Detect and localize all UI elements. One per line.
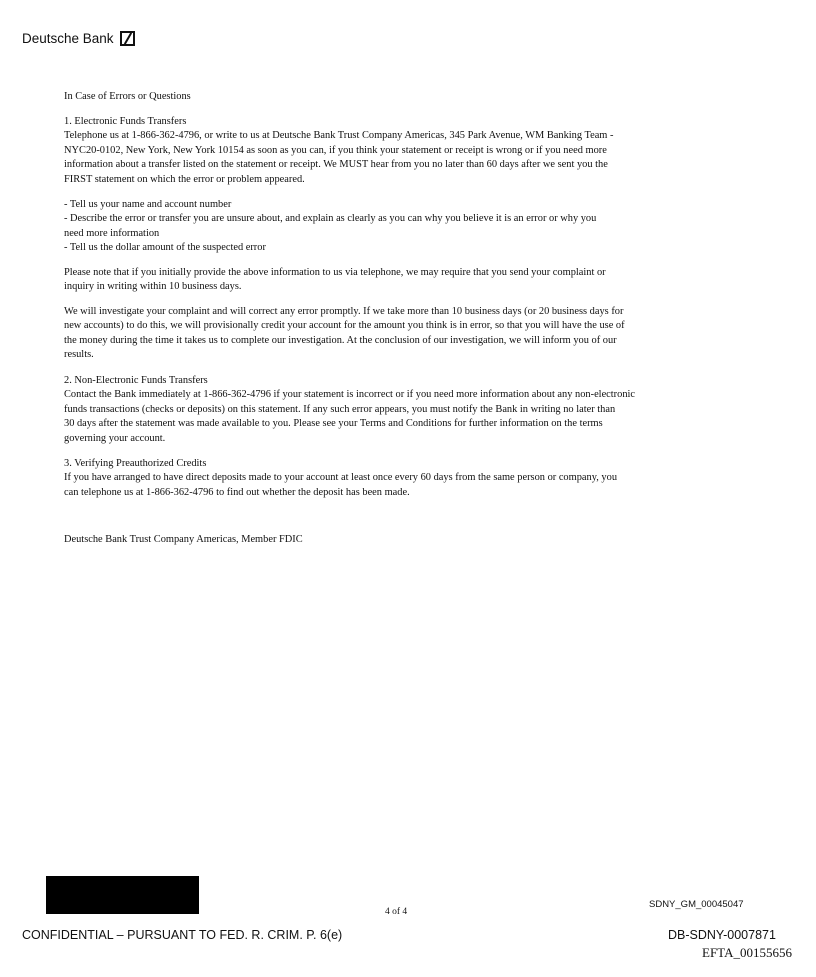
text-line: information about a transfer listed on the statement or receipt. We MUST hear from you no later than 60 days after we sent you the (64, 159, 608, 171)
text-line: the money during the time it takes us to complete our investigation. At the conclusion of our investigation, we will inform you of our (64, 334, 617, 346)
text-line: - Tell us your name and account number (64, 199, 232, 210)
text-line: 3. Verifying Preauthorized Credits (64, 458, 207, 469)
text-line: If you have arranged to have direct deposits made to your account at least once every 60 days from the same person or company, you (64, 472, 618, 484)
paragraph-electronic-transfers (64, 115, 764, 187)
paragraph-instructions-list (64, 198, 764, 256)
text-line: 1. Electronic Funds Transfers (64, 116, 187, 127)
paragraph-telephone-note (64, 266, 764, 295)
bates-db: DB-SDNY-0007871 (668, 928, 776, 942)
text-line: Contact the Bank immediately at 1-866-362-4796 if your statement is incorrect or if you need more information about any non-electronic (64, 389, 636, 401)
text-line: 30 days after the statement was made available to you. Please see your Terms and Conditions for further information on the terms (64, 418, 603, 430)
text-line: funds transactions (checks or deposits) on this statement. If any such error appears, you must notify the Bank in writing no later than (64, 403, 616, 415)
redaction-box (46, 876, 199, 914)
text-line: We will investigate your complaint and will correct any error promptly. If we take more than 10 business days (or 20 business days for (64, 306, 624, 317)
text-line: new accounts) to do this, we will provisionally credit your account for the amount you think is in error, so that you will have the use of (64, 320, 625, 332)
text-line: - Tell us the dollar amount of the suspected error (64, 242, 266, 254)
paragraph-investigation (64, 305, 764, 363)
paragraph-preauthorized-credits (64, 457, 764, 500)
text-line: 2. Non-Electronic Funds Transfers (64, 375, 208, 386)
member-fdic-text: Deutsche Bank Trust Company Americas, Member FDIC (64, 534, 303, 545)
logo-text: Deutsche Bank (22, 31, 114, 46)
paragraph-non-electronic-transfers (64, 374, 764, 446)
confidential-notice: CONFIDENTIAL – PURSUANT TO FED. R. CRIM. P. 6(e) (22, 928, 343, 942)
text-line: - Describe the error or transfer you are unsure about, and explain as clearly as you can why you believe it is an error or why you (64, 213, 597, 225)
text-line: need more information (64, 227, 160, 239)
text-line: NYC20-0102, New York, New York 10154 as soon as you can, if you think your statement or receipt is wrong or if you need more (64, 144, 607, 156)
text-line: Telephone us at 1-866-362-4796, or write to us at Deutsche Bank Trust Company Americas, 345 Park Avenue, WM Banking Team - (64, 130, 614, 142)
deutsche-bank-slash-icon (120, 31, 135, 46)
text-line: FIRST statement on which the error or problem appeared. (64, 173, 305, 185)
deutsche-bank-logo (22, 31, 135, 46)
bates-sdny: SDNY_GM_00045047 (649, 899, 744, 910)
section-heading: In Case of Errors or Questions (64, 91, 191, 102)
text-line: Please note that if you initially provide the above information to us via telephone, we may require that you send your complaint or (64, 267, 606, 278)
text-line: inquiry in writing within 10 business days. (64, 281, 242, 293)
text-line: can telephone us at 1-866-362-4796 to find out whether the deposit has been made. (64, 486, 410, 498)
text-line: results. (64, 349, 94, 361)
text-line: governing your account. (64, 432, 166, 444)
page-number: 4 of 4 (385, 907, 408, 917)
bates-efta: EFTA_00155656 (702, 945, 792, 960)
